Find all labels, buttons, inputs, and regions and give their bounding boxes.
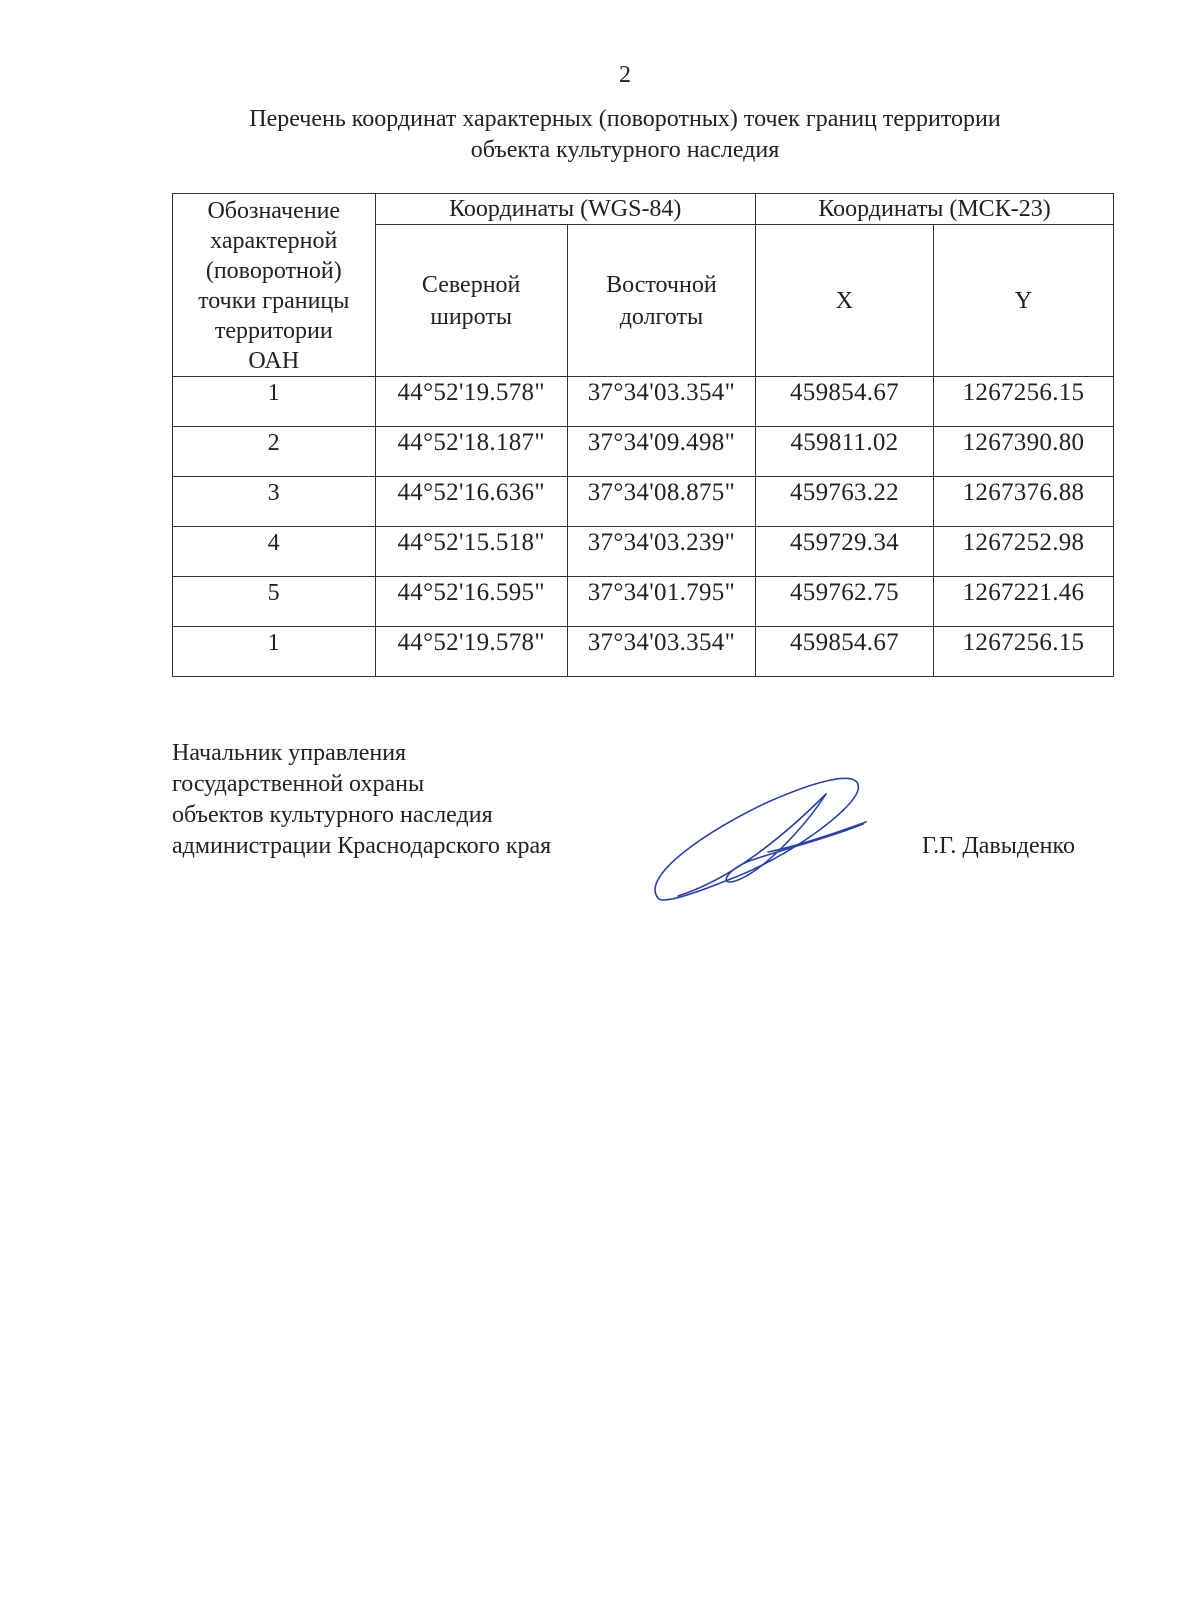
cell-longitude: 37°34'03.354": [567, 377, 755, 427]
cell-x: 459729.34: [756, 527, 934, 577]
cell-point: 2: [173, 427, 376, 477]
signatory-position-line: администрации Краснодарского края: [172, 833, 552, 859]
cell-point: 1: [173, 377, 376, 427]
cell-longitude: 37°34'08.875": [567, 477, 755, 527]
cell-latitude: 44°52'16.636": [375, 477, 567, 527]
cell-y: 1267376.88: [933, 477, 1113, 527]
cell-y: 1267256.15: [933, 627, 1113, 677]
cell-latitude: 44°52'18.187": [375, 427, 567, 477]
cell-latitude: 44°52'16.595": [375, 577, 567, 627]
cell-longitude: 37°34'01.795": [567, 577, 755, 627]
cell-point: 5: [173, 577, 376, 627]
header-y: Y: [933, 225, 1113, 377]
document-title-line-2: объекта культурного наследия: [470, 137, 780, 163]
header-x: X: [756, 225, 934, 377]
signatory-position-line: государственной охраны: [172, 771, 425, 797]
cell-longitude: 37°34'09.498": [567, 427, 755, 477]
header-point-designation: Обозначение характерной (поворотной) точки границы территории ОАН: [173, 194, 376, 377]
document-title-line-1: Перечень координат характерных (поворотных) точек границ территории: [249, 106, 1001, 132]
header-latitude: Северной широты: [375, 225, 567, 377]
document-title: [150, 104, 1100, 166]
signatory-position-line: Начальник управления: [172, 740, 407, 766]
cell-latitude: 44°52'19.578": [375, 377, 567, 427]
table-row: [173, 427, 1114, 477]
table-row: [173, 577, 1114, 627]
page-number: 2: [619, 62, 631, 88]
cell-point: 3: [173, 477, 376, 527]
cell-x: 459762.75: [756, 577, 934, 627]
header-msk23: Координаты (МСК-23): [756, 194, 1114, 225]
table-row: [173, 477, 1114, 527]
cell-x: 459854.67: [756, 627, 934, 677]
signature-strokes: [655, 778, 866, 900]
signatory-position-line: объектов культурного наследия: [172, 802, 493, 828]
cell-x: 459811.02: [756, 427, 934, 477]
cell-y: 1267256.15: [933, 377, 1113, 427]
cell-latitude: 44°52'15.518": [375, 527, 567, 577]
signature-icon: [648, 772, 888, 912]
cell-longitude: 37°34'03.354": [567, 627, 755, 677]
header-longitude: Восточной долготы: [567, 225, 755, 377]
cell-latitude: 44°52'19.578": [375, 627, 567, 677]
signatory-name: Г.Г. Давыденко: [922, 833, 1075, 859]
table-row: [173, 627, 1114, 677]
cell-y: 1267252.98: [933, 527, 1113, 577]
cell-point: 4: [173, 527, 376, 577]
cell-longitude: 37°34'03.239": [567, 527, 755, 577]
cell-x: 459763.22: [756, 477, 934, 527]
handwritten-signature: [648, 772, 888, 917]
table-row: [173, 377, 1114, 427]
signatory-position: [172, 738, 551, 862]
coordinates-table: [172, 193, 1114, 677]
cell-y: 1267221.46: [933, 577, 1113, 627]
header-wgs84: Координаты (WGS-84): [375, 194, 755, 225]
cell-point: 1: [173, 627, 376, 677]
cell-x: 459854.67: [756, 377, 934, 427]
table-row: [173, 527, 1114, 577]
cell-y: 1267390.80: [933, 427, 1113, 477]
